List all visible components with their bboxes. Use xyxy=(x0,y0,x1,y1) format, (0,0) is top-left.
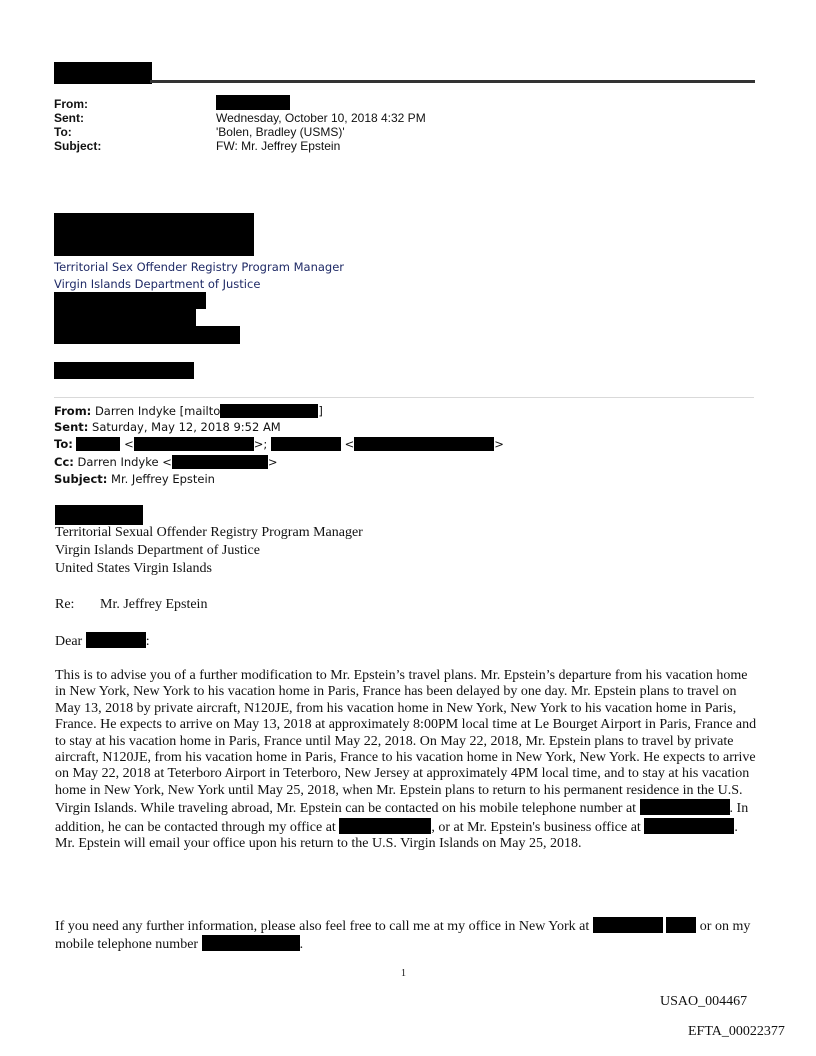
redaction-block xyxy=(86,632,146,648)
sent-label: Sent: xyxy=(54,111,84,125)
redaction-block xyxy=(202,935,300,951)
redaction-block xyxy=(216,95,290,110)
redaction-block xyxy=(54,326,240,344)
paragraph-1-text-c: , or at Mr. Epstein's business office at xyxy=(431,819,641,835)
bates-number-efta: EFTA_00022377 xyxy=(688,1024,785,1039)
subject-label: Subject: xyxy=(54,139,102,153)
redaction-block xyxy=(644,818,734,834)
redaction-block xyxy=(76,437,120,451)
redaction-block xyxy=(354,437,494,451)
paragraph-2 xyxy=(55,917,760,954)
address-line-3: United States Virgin Islands xyxy=(55,561,212,576)
paragraph-1 xyxy=(55,668,760,852)
redaction-block xyxy=(640,799,730,815)
paragraph-1-text-a: This is to advise you of a further modification to Mr. Epstein’s travel plans. Mr. Epstein’s departure from his vacation home in New York, New York to his vacation home in Paris, France has been delayed by one day. Mr. Epstein plans to travel on May 13, 2018 by private aircraft, N120JE, from his vacation home in New York, New York to his vacation home in Paris, France. He expects to arrive on May 13, 2018 at approximately 8:00PM local time at Le Bourget Airport in Paris, France and to stay at his vacation home in Paris, France until May 22, 2018. On May 22, 2018, Mr. Epstein plans to travel by private aircraft, N120JE, from his vacation home in Paris, France to his vacation home in New York, New York. He expects to arrive on May 22, 2018 at Teterboro Airport in Teterboro, New Jersey at approximately 4PM local time, and to stay at his vacation home in New York, New York until May 25, 2018, when Mr. Epstein plans to return to his permanent residence in the U.S. Virgin Islands. While traveling abroad, Mr. Epstein can be contacted on his mobile telephone number at xyxy=(55,668,757,817)
page-number: 1 xyxy=(401,968,406,979)
fw-to-label: To: xyxy=(54,437,73,451)
redaction-block xyxy=(54,362,194,379)
re-label: Re: xyxy=(55,597,75,612)
paragraph-1-text-b: . In addition, he can be contacted through my office at xyxy=(55,801,749,835)
redaction-block xyxy=(54,292,206,309)
fw-sent-label: Sent: xyxy=(54,420,89,434)
redaction-block xyxy=(339,818,431,834)
redaction-block xyxy=(172,455,268,469)
to-label: To: xyxy=(54,125,72,139)
fw-from-label: From: xyxy=(54,404,92,418)
fw-subject-line xyxy=(54,472,215,486)
salutation-line: Dear : xyxy=(55,634,150,649)
paragraph-2-text-b: or on my mobile telephone number xyxy=(55,919,751,953)
separator-line xyxy=(54,397,754,398)
fw-from-close: ] xyxy=(318,404,323,418)
header-rule xyxy=(150,80,755,83)
salutation: Dear xyxy=(55,634,83,649)
redaction-block xyxy=(271,437,341,451)
redaction-block xyxy=(54,62,152,84)
signature-department: Virgin Islands Department of Justice xyxy=(54,277,261,291)
fw-from-line xyxy=(54,404,323,418)
re-value: Mr. Jeffrey Epstein xyxy=(100,597,208,612)
redaction-block xyxy=(134,437,254,451)
paragraph-2-text-a: If you need any further information, please also feel free to call me at my office in New York at xyxy=(55,919,590,934)
address-line-1: Territorial Sexual Offender Registry Program Manager xyxy=(55,525,363,540)
fw-sent-line xyxy=(54,420,281,434)
fw-to-line: To: < >; < > xyxy=(54,437,504,451)
fw-sent-value: Saturday, May 12, 2018 9:52 AM xyxy=(92,420,281,434)
fw-from-value: Darren Indyke [mailto xyxy=(94,404,221,418)
redaction-block xyxy=(593,917,663,933)
sent-value: Wednesday, October 10, 2018 4:32 PM xyxy=(216,111,426,125)
paragraph-1-text-d: . Mr. Epstein will email your office upon his return to the U.S. Virgin Islands on May 25, 2018. xyxy=(55,819,738,852)
redaction-block xyxy=(55,505,143,525)
redaction-block xyxy=(220,404,318,418)
signature-title: Territorial Sex Offender Registry Program Manager xyxy=(54,260,345,274)
redaction-block xyxy=(666,917,696,933)
subject-value: FW: Mr. Jeffrey Epstein xyxy=(216,139,341,153)
fw-subject-value: Mr. Jeffrey Epstein xyxy=(111,472,215,486)
redaction-block xyxy=(54,309,196,326)
to-value: 'Bolen, Bradley (USMS)' xyxy=(216,125,345,139)
fw-cc-value: Darren Indyke < xyxy=(77,455,172,469)
fw-cc-line: Cc: Darren Indyke < > xyxy=(54,455,278,469)
from-label: From: xyxy=(54,97,88,111)
address-line-2: Virgin Islands Department of Justice xyxy=(55,543,260,558)
fw-subject-label: Subject: xyxy=(54,472,108,486)
redaction-block xyxy=(54,213,254,256)
fw-cc-label: Cc: xyxy=(54,455,74,469)
paragraph-2-text-c: . xyxy=(299,937,304,953)
bates-number-usao: USAO_004467 xyxy=(660,994,748,1009)
